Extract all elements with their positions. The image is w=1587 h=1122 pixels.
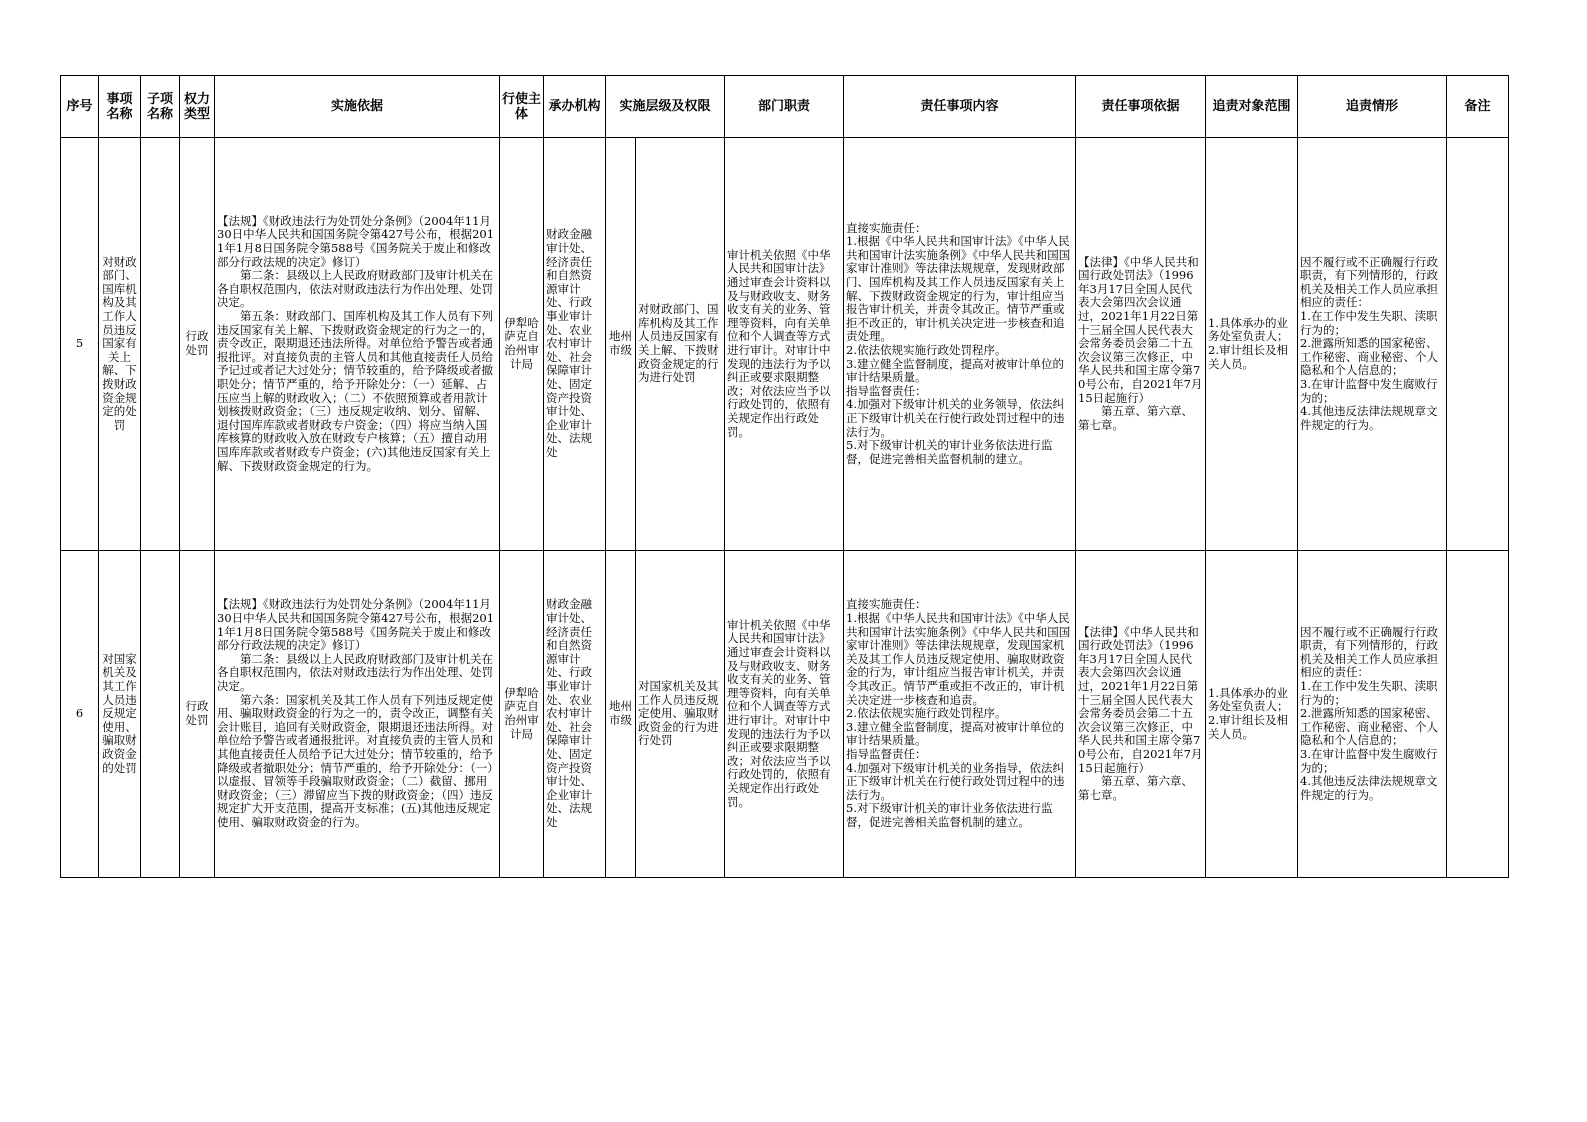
cell-resp-basis: 【法律】《中华人民共和国行政处罚法》（1996年3月17日全国人民代表大会第四次会议通过，2021年1月22日第十三届全国人民代表大会常务委员会第二十五次会议第三次修正，中华人民共和国主席令第70号公布，自2021年7月15日起施行） 第五章、第六章、第七章。 <box>1076 138 1206 551</box>
header-situation: 追责情形 <box>1298 76 1447 138</box>
header-resp-content: 责任事项内容 <box>844 76 1076 138</box>
cell-agency: 财政金融审计处、经济责任和自然资源审计处、行政事业审计处、农业农村审计处、社会保障审计处、固定资产投资审计处、企业审计处、法规处 <box>544 138 606 551</box>
cell-seq: 5 <box>61 138 99 551</box>
cell-power-type: 行政处罚 <box>180 138 215 551</box>
header-remark: 备注 <box>1447 76 1509 138</box>
cell-level: 地州市级 <box>606 138 636 551</box>
cell-subject: 伊犁哈萨克自治州审计局 <box>500 551 544 878</box>
header-subject: 行使主体 <box>500 76 544 138</box>
header-level: 实施层级及权限 <box>606 76 725 138</box>
cell-remark <box>1447 138 1509 551</box>
cell-remark <box>1447 551 1509 878</box>
cell-resp-basis: 【法律】《中华人民共和国行政处罚法》（1996年3月17日全国人民代表大会第四次会议通过，2021年1月22日第十三届全国人民代表大会常务委员会第二十五次会议第三次修正，中华人民共和国主席令第70号公布，自2021年7月15日起施行） 第五章、第六章、第七章。 <box>1076 551 1206 878</box>
cell-scope: 1.具体承办的业务处室负责人； 2.审计组长及相关人员。 <box>1206 551 1298 878</box>
cell-situation: 因不履行或不正确履行行政职责，有下列情形的，行政机关及相关工作人员应承担相应的责任： 1.在工作中发生失职、渎职行为的； 2.泄露所知悉的国家秘密、工作秘密、商业秘密、个人隐私和个人信息的； 3.在审计监督中发生腐败行为的； 4.其他违反法律法规规章文件规定的行为。 <box>1298 138 1447 551</box>
cell-sub-item <box>141 138 180 551</box>
table-row <box>61 138 1509 551</box>
cell-resp-content: 直接实施责任： 1.根据《中华人民共和国审计法》《中华人民共和国审计法实施条例》《中华人民共和国国家审计准则》等法律法规规章，发现国家机关及其工作人员违反规定使用、骗取财政资金的行为，审计组应当报告审计机关，并责令其改正。情节严重或拒不改正的，审计机关决定进一步核查和追责。 2.依法依规实施行政处罚程序。 3.建立健全监督制度，提高对被审计单位的审计结果质量。 指导监督责任： 4.加强对下级审计机关的业务指导，依法纠正下级审计机关在行使行政处罚过程中的违法行为。 5.对下级审计机关的审计业务依法进行监督，促进完善相关监督机制的建立。 <box>844 551 1076 878</box>
cell-duty: 审计机关依照《中华人民共和国审计法》通过审查会计资料以及与财政收支、财务收支有关的业务、管理等资料，向有关单位和个人调查等方式进行审计。对审计中发现的违法行为予以纠正或要求限期整改；对依法应当予以行政处罚的，依照有关规定作出行政处罚。 <box>725 138 844 551</box>
cell-subject: 伊犁哈萨克自治州审计局 <box>500 138 544 551</box>
header-scope: 追责对象范围 <box>1206 76 1298 138</box>
cell-duty: 审计机关依照《中华人民共和国审计法》通过审查会计资料以及与财政收支、财务收支有关的业务、管理等资料，向有关单位和个人调查等方式进行审计。对审计中发现的违法行为予以纠正或要求限期整改；对依法应当予以行政处罚的，依照有关规定作出行政处罚。 <box>725 551 844 878</box>
header-sub-item: 子项名称 <box>141 76 180 138</box>
header-row <box>61 76 1509 138</box>
cell-agency: 财政金融审计处、经济责任和自然资源审计处、行政事业审计处、农业农村审计处、社会保障审计处、固定资产投资审计处、企业审计处、法规处 <box>544 551 606 878</box>
header-basis: 实施依据 <box>215 76 500 138</box>
cell-basis: 【法规】《财政违法行为处罚处分条例》（2004年11月30日中华人民共和国国务院令第427号公布，根据2011年1月8日国务院令第588号《国务院关于废止和修改部分行政法规的决定》修订） 第二条：县级以上人民政府财政部门及审计机关在各自职权范围内，依法对财政违法行为作出处理、处罚决定。 第五条：财政部门、国库机构及其工作人员有下列违反国家有关上解、下拨财政资金规定的行为之一的，责令改正，限期退还违法所得。对单位给予警告或者通报批评。对直接负责的主管人员和其他直接责任人员给予记过或者记大过处分；情节较重的，给予降级或者撤职处分；情节严重的，给予开除处分：（一）延解、占压应当上解的财政收入；（二）不依照预算或者用款计划核拨财政资金；（三）违反规定收纳、划分、留解、退付国库库款或者财政专户资金；（四）将应当纳入国库核算的财政收入放在财政专户核算；（五）擅自动用国库库款或者财政专户资金；(六)其他违反国家有关上解、下拨财政资金规定的行为。 <box>215 138 500 551</box>
header-item-name: 事项名称 <box>99 76 141 138</box>
cell-scope: 1.具体承办的业务处室负责人； 2.审计组长及相关人员。 <box>1206 138 1298 551</box>
table-row <box>61 551 1509 878</box>
cell-sub-item <box>141 551 180 878</box>
responsibility-table <box>60 75 1509 878</box>
cell-power-type: 行政处罚 <box>180 551 215 878</box>
cell-seq: 6 <box>61 551 99 878</box>
cell-authority: 对财政部门、国库机构及其工作人员违反国家有关上解、下拨财政资金规定的行为进行处罚 <box>636 138 725 551</box>
cell-basis: 【法规】《财政违法行为处罚处分条例》（2004年11月30日中华人民共和国国务院令第427号公布，根据2011年1月8日国务院令第588号《国务院关于废止和修改部分行政法规的决定》修订） 第二条：县级以上人民政府财政部门及审计机关在各自职权范围内，依法对财政违法行为作出处理、处罚决定。 第六条：国家机关及其工作人员有下列违反规定使用、骗取财政资金的行为之一的，责令改正，调整有关会计账目，追回有关财政资金，限期退还违法所得。对单位给予警告或者通报批评。对直接负责的主管人员和其他直接责任人员给予记大过处分；情节较重的，给予降级或者撤职处分；情节严重的，给予开除处分：（一）以虚报、冒领等手段骗取财政资金；（二）截留、挪用财政资金；（三）滞留应当下拨的财政资金；（四）违反规定扩大开支范围，提高开支标准；(五)其他违反规定使用、骗取财政资金的行为。 <box>215 551 500 878</box>
cell-item-name: 对财政部门、国库机构及其工作人员违反国家有关上解、下拨财政资金规定的处罚 <box>99 138 141 551</box>
cell-resp-content: 直接实施责任： 1.根据《中华人民共和国审计法》《中华人民共和国审计法实施条例》《中华人民共和国国家审计准则》等法律法规规章，发现财政部门、国库机构及其工作人员违反国家有关上解、下拨财政资金规定的行为，审计组应当报告审计机关，并责令其改正。情节严重或拒不改正的，审计机关决定进一步核查和追责处理。 2.依法依规实施行政处罚程序。 3.建立健全监督制度，提高对被审计单位的审计结果质量。 指导监督责任： 4.加强对下级审计机关的业务领导，依法纠正下级审计机关在行使行政处罚过程中的违法行为。 5.对下级审计机关的审计业务依法进行监督，促进完善相关监督机制的建立。 <box>844 138 1076 551</box>
cell-level: 地州市级 <box>606 551 636 878</box>
header-duty: 部门职责 <box>725 76 844 138</box>
cell-situation: 因不履行或不正确履行行政职责，有下列情形的，行政机关及相关工作人员应承担相应的责任： 1.在工作中发生失职、渎职行为的； 2.泄露所知悉的国家秘密、工作秘密、商业秘密、个人隐私和个人信息的； 3.在审计监督中发生腐败行为的； 4.其他违反法律法规规章文件规定的行为。 <box>1298 551 1447 878</box>
cell-authority: 对国家机关及其工作人员违反规定使用、骗取财政资金的行为进行处罚 <box>636 551 725 878</box>
cell-item-name: 对国家机关及其工作人员违反规定使用、骗取财政资金的处罚 <box>99 551 141 878</box>
header-resp-basis: 责任事项依据 <box>1076 76 1206 138</box>
header-seq: 序号 <box>61 76 99 138</box>
header-power-type: 权力类型 <box>180 76 215 138</box>
header-agency: 承办机构 <box>544 76 606 138</box>
